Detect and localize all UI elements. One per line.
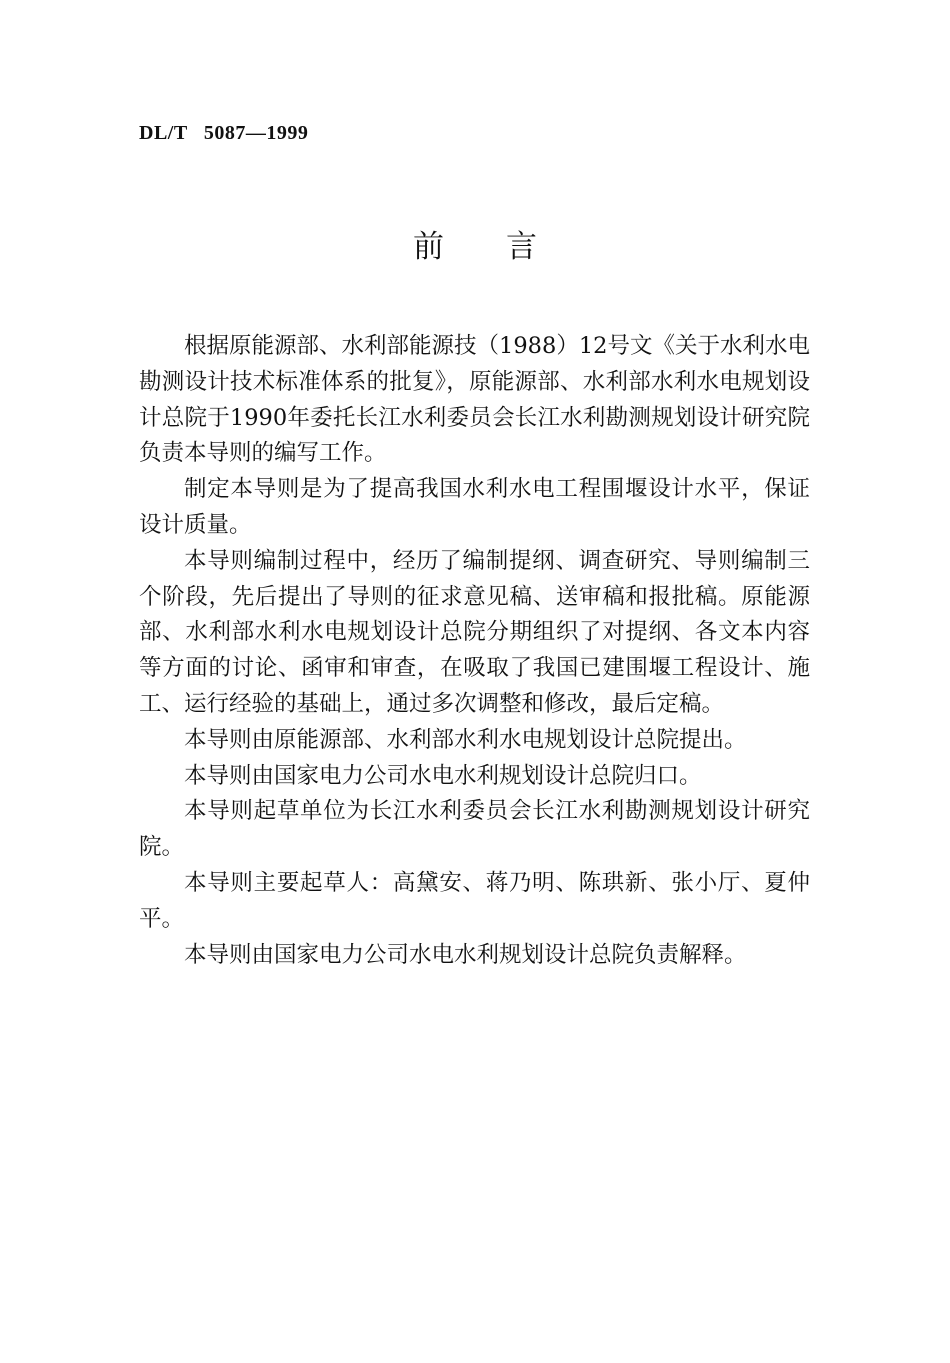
paragraph-process: 本导则编制过程中，经历了编制提纲、调查研究、导则编制三个阶段，先后提出了导则的征求意见稿、送审稿和报批稿。原能源部、水利部水利水电规划设计总院分期组织了对提纲、各文本内容等方面的讨论、函审和审查，在吸取了我国已建围堰工程设计、施工、运行经验的基础上，通过多次调整和修改，最后定稿。 [139, 547, 810, 717]
paragraph-purpose: 制定本导则是为了提高我国水利水电工程围堰设计水平，保证设计质量。 [139, 476, 810, 538]
paragraph-background: 根据原能源部、水利部能源技（1988）12号文《关于水利水电勘测设计技术标准体系的批复》，原能源部、水利部水利水电规划设计总院于1990年委托长江水利委员会长江水利勘测规划设计研究院负责本导则的编写工作。 [139, 333, 810, 467]
page-title: 前 言 [413, 229, 537, 265]
paragraph-interpretation: 本导则由国家电力公司水电水利规划设计总院负责解释。 [184, 941, 747, 968]
foreword-body [139, 329, 810, 973]
document-code: DL/T 5087—1999 [139, 122, 309, 144]
paragraph-drafters: 本导则主要起草人：高黛安、蒋乃明、陈珙新、张小厅、夏仲平。 [139, 869, 810, 932]
paragraph-drafting-unit: 本导则起草单位为长江水利委员会长江水利勘测规划设计研究院。 [139, 798, 810, 861]
paragraph-administrator: 本导则由国家电力公司水电水利规划设计总院归口。 [184, 762, 702, 789]
paragraph-proposer: 本导则由原能源部、水利部水利水电规划设计总院提出。 [184, 726, 747, 753]
